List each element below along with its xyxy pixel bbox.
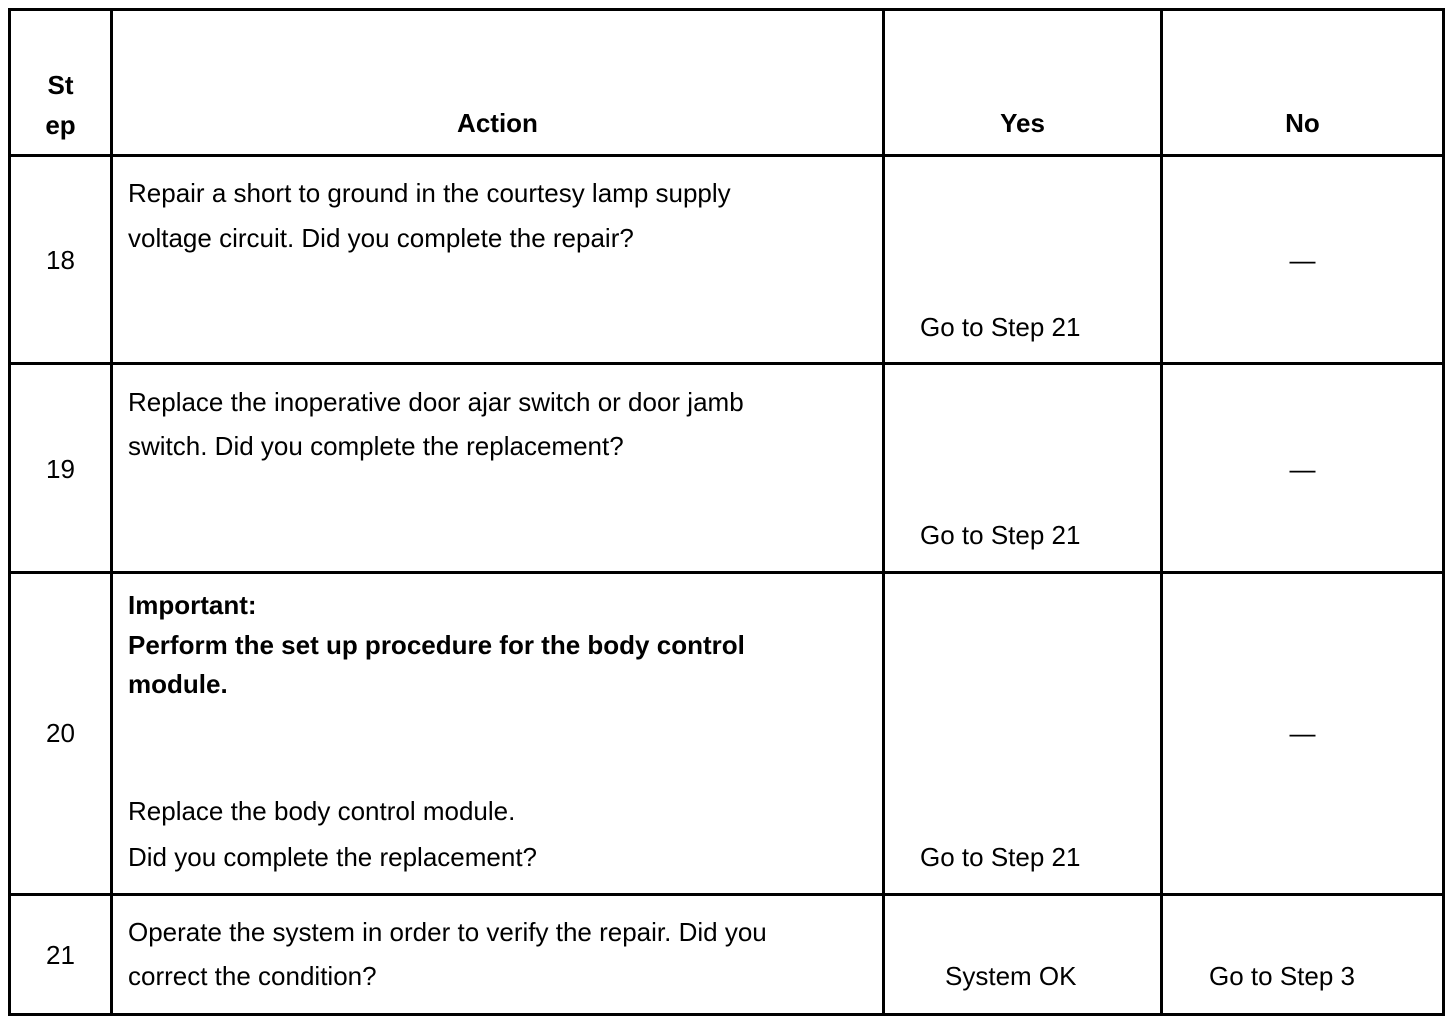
diagnostic-table	[8, 8, 1445, 1016]
important-text: module.	[128, 669, 228, 699]
row-divider	[8, 893, 1445, 896]
row-divider	[8, 154, 1445, 157]
action-text: voltage circuit. Did you complete the repair?	[128, 223, 634, 253]
important-text: Perform the set up procedure for the body control	[128, 630, 745, 660]
header-step	[11, 65, 110, 145]
yes-link[interactable]: Go to Step 21	[920, 520, 1081, 550]
header-no: No	[1285, 108, 1320, 138]
step-number: 18	[46, 245, 75, 275]
header-step-line: ep	[45, 110, 76, 140]
action-text: Repair a short to ground in the courtesy lamp supply	[128, 178, 731, 208]
header-action: Action	[457, 108, 538, 138]
row-divider	[8, 571, 1445, 574]
action-text: correct the condition?	[128, 961, 377, 991]
step-number: 21	[46, 940, 75, 970]
header-yes: Yes	[1000, 108, 1045, 138]
action-text: Did you complete the replacement?	[128, 842, 538, 872]
row-divider	[8, 362, 1445, 365]
header-step-line: St	[47, 70, 74, 100]
no-link[interactable]: Go to Step 3	[1209, 961, 1355, 991]
action-text: Operate the system in order to verify the repair. Did you	[128, 917, 767, 947]
no-result: —	[1289, 245, 1316, 275]
yes-link[interactable]: Go to Step 21	[920, 842, 1081, 872]
action-text: Replace the body control module.	[128, 796, 516, 826]
table-border-bottom	[8, 1013, 1445, 1016]
column-divider	[110, 8, 113, 1016]
action-text: Replace the inoperative door ajar switch or door jamb	[128, 387, 744, 417]
no-result: —	[1289, 718, 1316, 748]
column-divider	[1160, 8, 1163, 1016]
step-number: 20	[46, 718, 75, 748]
yes-result: System OK	[945, 961, 1077, 991]
no-result: —	[1289, 454, 1316, 484]
action-text: switch. Did you complete the replacement?	[128, 431, 624, 461]
table-border-right	[1442, 8, 1445, 1016]
important-label: Important:	[128, 590, 257, 620]
step-number: 19	[46, 454, 75, 484]
yes-link[interactable]: Go to Step 21	[920, 312, 1081, 342]
column-divider	[882, 8, 885, 1016]
table-border-left	[8, 8, 11, 1016]
table-border-top	[8, 8, 1445, 11]
